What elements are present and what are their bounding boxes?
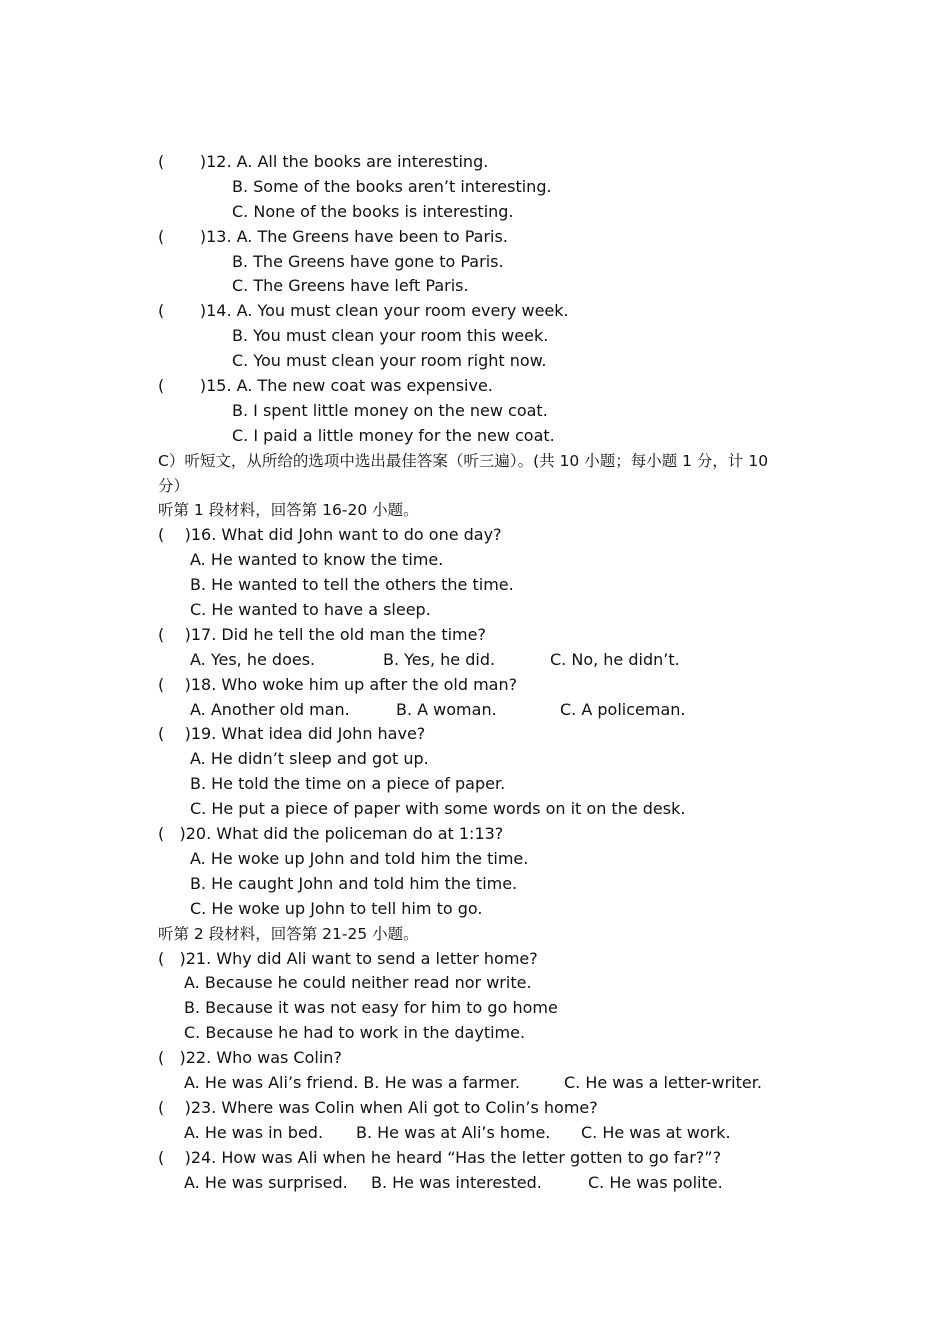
options-17 — [158, 648, 818, 673]
option-22-c: C. He was a letter-writer. — [564, 1072, 762, 1092]
option-21-b: B. Because it was not easy for him to go home — [184, 998, 558, 1018]
question-16: ( )16. What did John want to do one day? — [158, 525, 502, 545]
question-13: ( )13. A. The Greens have been to Paris. — [158, 226, 508, 246]
option-19-b: B. He told the time on a piece of paper. — [190, 774, 506, 794]
option-13-c: C. The Greens have left Paris. — [232, 276, 469, 296]
option-19-c: C. He put a piece of paper with some words on it on the desk. — [190, 799, 686, 819]
option-17-a: A. Yes, he does. — [190, 649, 316, 669]
option-23-c: C. He was at work. — [581, 1122, 731, 1142]
option-23-b: B. He was at Ali’s home. — [356, 1122, 551, 1142]
passage-2-intro: 听第 2 段材料，回答第 21-25 小题。 — [158, 924, 419, 943]
passage-1-intro: 听第 1 段材料，回答第 16-20 小题。 — [158, 501, 419, 520]
option-15-b: B. I spent little money on the new coat. — [232, 400, 548, 420]
question-24: ( )24. How was Ali when he heard “Has the letter gotten to go far?”? — [158, 1147, 722, 1167]
question-19: ( )19. What idea did John have? — [158, 724, 426, 744]
question-17: ( )17. Did he tell the old man the time? — [158, 624, 486, 644]
option-21-a: A. Because he could neither read nor write. — [184, 973, 532, 993]
question-15: ( )15. A. The new coat was expensive. — [158, 376, 493, 396]
question-14: ( )14. A. You must clean your room every week. — [158, 301, 569, 321]
option-12-b: B. Some of the books aren’t interesting. — [232, 176, 552, 196]
option-16-c: C. He wanted to have a sleep. — [190, 600, 431, 620]
options-22 — [158, 1071, 818, 1096]
options-24 — [158, 1171, 818, 1196]
option-20-a: A. He woke up John and told him the time. — [190, 848, 529, 868]
options-18 — [158, 698, 818, 723]
question-22: ( )22. Who was Colin? — [158, 1048, 342, 1068]
option-23-a: A. He was in bed. — [184, 1122, 324, 1142]
exam-content — [158, 150, 818, 1195]
option-17-c: C. No, he didn’t. — [550, 649, 680, 669]
question-21: ( )21. Why did Ali want to send a letter home? — [158, 948, 538, 968]
option-20-c: C. He woke up John to tell him to go. — [190, 898, 483, 918]
option-17-b: B. Yes, he did. — [383, 649, 496, 669]
option-14-b: B. You must clean your room this week. — [232, 326, 549, 346]
option-16-a: A. He wanted to know the time. — [190, 550, 444, 570]
option-24-b: B. He was interested. — [371, 1172, 542, 1192]
question-20: ( )20. What did the policeman do at 1:13? — [158, 824, 504, 844]
option-15-c: C. I paid a little money for the new coat. — [232, 425, 555, 445]
option-13-b: B. The Greens have gone to Paris. — [232, 251, 504, 271]
option-22-ab: A. He was Ali’s friend. B. He was a farmer. — [184, 1072, 521, 1092]
option-18-c: C. A policeman. — [560, 699, 686, 719]
question-23: ( )23. Where was Colin when Ali got to Colin’s home? — [158, 1097, 598, 1117]
option-24-c: C. He was polite. — [588, 1172, 723, 1192]
option-18-b: B. A woman. — [396, 699, 497, 719]
option-14-c: C. You must clean your room right now. — [232, 351, 547, 371]
option-19-a: A. He didn’t sleep and got up. — [190, 749, 429, 769]
option-12-c: C. None of the books is interesting. — [232, 201, 514, 221]
section-c-heading-cont: 分） — [158, 476, 190, 495]
question-12: ( )12. A. All the books are interesting. — [158, 152, 489, 171]
option-18-a: A. Another old man. — [190, 699, 350, 719]
question-18: ( )18. Who woke him up after the old man? — [158, 674, 518, 694]
option-16-b: B. He wanted to tell the others the time. — [190, 575, 514, 595]
options-23 — [158, 1121, 818, 1146]
option-20-b: B. He caught John and told him the time. — [190, 873, 518, 893]
option-24-a: A. He was surprised. — [184, 1172, 348, 1192]
section-c-heading: C）听短文，从所给的选项中选出最佳答案（听三遍）。(共 10 小题；每小题 1 分，计 10 — [158, 451, 769, 470]
option-21-c: C. Because he had to work in the daytime. — [184, 1023, 526, 1043]
